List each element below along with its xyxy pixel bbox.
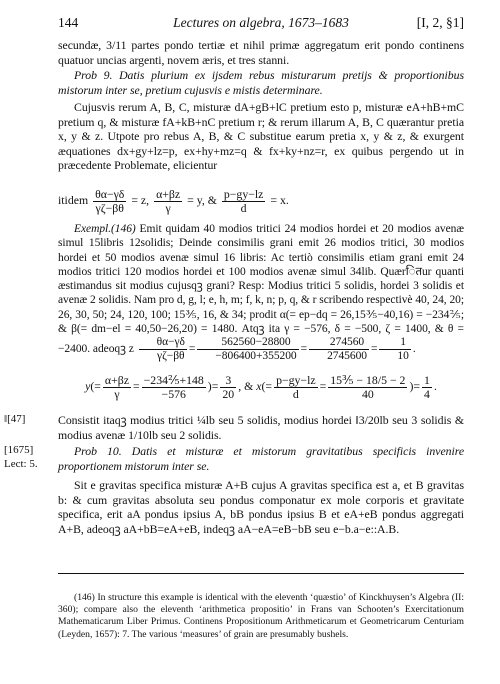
example-text: Emit quidam 40 modios tritici 24 modios hordei et 20 modios avenæ simul 15libris 12solidis; Deinde consimilis grani emit 26 modios tritici, 30 modios hordei et 50 modios avenæ simul 16 libris: Ac tertiò consimilis etiam grani emit 24 modios tritici 120 modios hordei et 100 modios avenæ simul 34lib. Quærितur quanti æstimandus sit modius cujusqꝫ grani? Resp: Modius tritici 5 solidis, hordei 3 solidis et avenæ 2 solidis. Nam pro d, g, l; e, h, m; f, k, n; p, q, & r scribendo respectivè 40, 24, 20; 26, 30, 50; 24, 120, 100; 15⅗, 16, & 34; prodit α(= ep−dq = 26,15⅗−40,16) = −234⅖; & β(= dm−el = 40,50−26,20) = 1480. Atqꝫ ita γ = −576, δ = −500, ζ = 1400, & θ = −2400. adeoqꝫ z xyxy=(58,223,464,356)
fraction-denominator: 10 xyxy=(397,350,409,363)
fraction-denominator: 2745600 xyxy=(327,350,367,363)
fraction-denominator: γζ−βθ xyxy=(157,350,185,363)
example-paragraph: Exempl.(146) Emit quidam 40 modios tritici 24 modios hordei et 20 modios avenæ simul 15libris 12solidis; Deinde consimilis grani emit 26 modios tritici, 30 modios hordei et 50 modios avenæ simul 16 libris: Ac tertiò consimilis etiam grani emit 24 modios tritici 120 modios hordei et 100 modios avenæ simul 34lib. Quærितur quanti æstimandus sit modius cujusqꝫ grani? Resp: Modius tritici 5 solidis, hordei 3 solidis et avenæ 2 solidis. Nam pro d, g, l; e, h, m; f, k, n; p, q, & r scribendo respectivè 40, 24, 20; 26, 30, 50; 24, 120, 100; 15⅗, 16, & 34; prodit α(= ep−dq = 26,15⅗−40,16) = −234⅖; & β(= dm−el = 40,50−26,20) = 1480. Atqꝫ ita γ = −576, δ = −500, ζ = 1400, & θ = −2400. adeoqꝫ z $\frac{\theta\alpha-\gamma\delta}{\gamma\zeta-\beta\theta}$ = $\frac{562560-28800}{-806400+355200}$ = $\frac{274560}{2745600}$ = $\frac{1}{10}$ . xyxy=(58,223,464,363)
paragraph-1-text: secundæ, 3/11 partes pondo tertiæ et nihil primæ aggregatum erit pondo continens quatuor uncias argenti, novem æris, et tres stanni. xyxy=(58,38,464,67)
equation-y-x: y(= $\frac{\alpha+\beta z}{\gamma}$ = $\frac{\text{−234⅖+148}}{-576}$ )= $\frac{3}{20}$ , & x(= $\frac{p-gy-lz}{d}$ = $\frac{\text{15⅗ − 18/5 − 2}}{40}$ )= $\frac{1}{4}$ . xyxy=(85,373,437,401)
fraction-numerator: −234⅖+148 xyxy=(143,373,204,387)
problem-9-label: Prob 9. xyxy=(74,68,113,82)
fraction-numerator: θα−γδ xyxy=(95,187,125,201)
fraction-y-a xyxy=(103,374,131,401)
var-y: y xyxy=(85,379,91,394)
fraction-y-b xyxy=(142,374,206,401)
fraction-example-d xyxy=(379,336,410,363)
problem-9-statement: Datis plurium ex ijsdem rebus misturarum pretijs & proportionibus mistorum inter se, pretium cujusvis e mistis determinare. xyxy=(58,68,464,97)
itidem-word: itidem xyxy=(58,193,89,208)
equation-itidem xyxy=(58,188,464,218)
fraction-numerator: 1 xyxy=(424,373,430,387)
margin-note-year: [1675] xyxy=(4,444,34,456)
margin-note-lecture: Lect: 5. xyxy=(4,458,38,470)
fraction-numerator: 15⅗ − 18/5 − 2 xyxy=(330,373,406,387)
fraction-denominator: γ xyxy=(165,201,171,215)
page-number: 144 xyxy=(58,15,79,30)
fraction-x-e xyxy=(328,374,407,401)
var-x: x xyxy=(256,379,262,394)
fraction-denominator: 20 xyxy=(222,387,235,401)
fraction-numerator: α+βz xyxy=(104,373,129,387)
margin-note-47: ‖[47] xyxy=(4,413,26,425)
paragraph-7-text: Consistit itaqꝫ modius tritici ¼lb seu 5 solidis, modius hordei ‖3/20lb seu 3 solidis & modius avenæ 1/10lb seu 2 solidis. xyxy=(58,413,464,442)
fraction-x-d xyxy=(274,374,318,401)
footnote-146 xyxy=(58,592,464,641)
problem-10-label: Prob 10. xyxy=(74,444,122,458)
fraction-denominator: d xyxy=(292,387,299,401)
fraction-numerator: p−gy−lz xyxy=(223,187,264,201)
fraction-numerator: α+βz xyxy=(156,187,181,201)
fraction-denominator: γ xyxy=(114,387,120,401)
fraction-numerator: 1 xyxy=(379,336,410,350)
running-head xyxy=(58,12,464,34)
paragraph-9-text: Sit e gravitas specifica misturæ A+B cujus A gravitas specifica est a, et B gravitas b: & cum gravitas absoluta seu pondus componatur ex mole corporis et gravitate specifica, erit aA pondus ipsius A, bB pondus ipsius B et eA+eB pondus aggregati A+B, adeoqꝫ aA+bB=eA+eB, indeqꝫ aA−eA=eB−bB seu e−b.a−e::A.B. xyxy=(58,478,464,536)
problem-10-statement: Datis et misturæ et mistorum gravitatibus specificis invenire proportionem mistorum inter se. xyxy=(58,444,465,473)
fraction-numerator: p−gy−lz xyxy=(276,373,316,387)
fraction-x xyxy=(222,188,266,215)
fraction-x-f xyxy=(422,374,432,401)
fraction-denominator: 40 xyxy=(361,387,374,401)
problem-9 xyxy=(58,68,464,97)
paragraph-7 xyxy=(58,413,464,442)
fraction-z xyxy=(93,188,126,215)
fraction-example-a xyxy=(139,336,187,363)
fraction-denominator: γζ−βθ xyxy=(95,201,124,215)
fraction-example-c xyxy=(309,336,369,363)
fraction-y-c xyxy=(220,374,236,401)
footnote-rule xyxy=(58,573,464,574)
fraction-numerator: 274560 xyxy=(309,336,369,350)
fraction-y xyxy=(154,188,182,215)
paragraph-9 xyxy=(58,478,464,536)
fraction-denominator: 4 xyxy=(424,387,430,401)
example-label: Exempl.(146) xyxy=(74,223,136,235)
fraction-numerator: θα−γδ xyxy=(139,336,187,350)
fraction-denominator: −576 xyxy=(161,387,186,401)
running-title: Lectures on algebra, 1673–1683 xyxy=(173,15,349,30)
conjunction: , & xyxy=(238,379,254,394)
paragraph-3-text: Cujusvis rerum A, B, C, misturæ dA+gB+lC pretium esto p, misturæ eA+hB+mC pretium q, & misturæ fA+kB+nC pretium r; & rerum illarum A, B, C quærantur pretia x, y & z. Utpote pro rebus A, B, & C substitue earum pretia x, y & z, & exurgent æquationes dx+gy+lz=p, ex+hy+mz=q & fx+ky+nz=r, ex quibus pergendo ut in præcedente Problemate, elicientur xyxy=(58,100,464,173)
fraction-example-b xyxy=(197,336,298,363)
section-marker: [I, 2, §1] xyxy=(416,15,464,30)
fraction-numerator: 562560−28800 xyxy=(197,336,298,350)
paragraph-3 xyxy=(58,100,464,173)
paragraph-1 xyxy=(58,38,464,67)
fraction-denominator: d xyxy=(240,201,247,215)
footnote-text: (146) In structure this example is identical with the eleventh ‘quæstio’ of Kinckhuysen’s Algebra (II: 360); compare also the eleventh ‘arithmetica propositio’ in Frans van Schooten’s Exercitationum Mathematicarum Liber Primus. Continens Propositionum Arithmeticarum et Geometricarum Centuriam (Leyden, 1657): 7. The various ‘measures’ of grain are presumably bushels. xyxy=(58,592,464,640)
fraction-denominator: −806400+355200 xyxy=(215,350,297,363)
fraction-numerator: 3 xyxy=(220,374,236,388)
equation-result: = y, & xyxy=(187,193,217,208)
problem-10 xyxy=(58,444,464,473)
equation-result: = x. xyxy=(270,193,289,208)
equation-result: = z, xyxy=(131,193,150,208)
